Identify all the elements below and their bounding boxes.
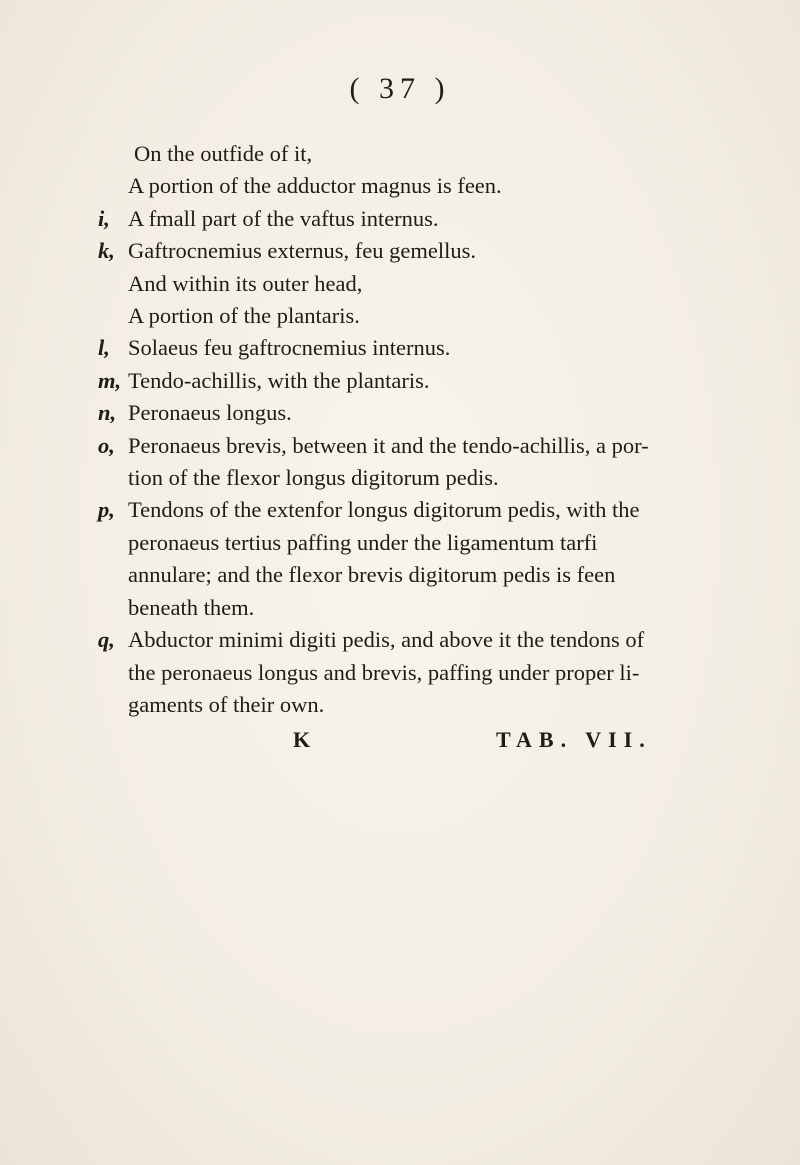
line-text: gaments of their own. <box>128 691 325 717</box>
line-text: Tendo-achillis, with the plantaris. <box>128 367 430 393</box>
text-line <box>98 397 718 429</box>
signature-mark: K <box>293 727 311 752</box>
line-text: Solaeus feu gaftrocnemius internus. <box>128 335 451 361</box>
text-line <box>98 462 718 494</box>
text-line <box>98 527 718 559</box>
text-block <box>98 138 718 721</box>
text-line <box>98 657 718 689</box>
text-line <box>98 624 718 656</box>
text-line <box>98 300 718 332</box>
line-text: A portion of the plantaris. <box>128 303 360 329</box>
catchword: TAB. VII. <box>496 727 652 752</box>
line-text: A portion of the adductor magnus is feen. <box>128 173 502 199</box>
text-line <box>98 430 718 462</box>
line-text: Peronaeus brevis, between it and the tendo-achillis, a por- <box>128 432 649 458</box>
text-line <box>98 592 718 624</box>
item-letter: m, <box>98 367 122 393</box>
text-line <box>98 170 718 202</box>
item-letter: i, <box>98 205 110 231</box>
text-line <box>98 494 718 526</box>
line-text: Tendons of the extenfor longus digitorum pedis, with the <box>128 497 640 523</box>
item-letter: l, <box>98 335 110 361</box>
item-letter: n, <box>98 400 117 426</box>
line-text: And within its outer head, <box>128 270 363 296</box>
text-line <box>98 268 718 300</box>
text-line <box>98 203 718 235</box>
line-text: Abductor minimi digiti pedis, and above it the tendons of <box>128 627 645 653</box>
text-line <box>98 332 718 364</box>
text-line <box>98 365 718 397</box>
line-text: the peronaeus longus and brevis, paffing under proper li- <box>128 659 640 685</box>
line-text: beneath them. <box>128 594 255 620</box>
item-letter: p, <box>98 497 115 523</box>
item-letter: k, <box>98 238 115 264</box>
line-text: Peronaeus longus. <box>128 400 292 426</box>
intro-line: On the outfide of it, <box>134 141 313 166</box>
line-text: annulare; and the flexor brevis digitorum pedis is feen <box>128 562 616 588</box>
line-text: Gaftrocnemius externus, feu gemellus. <box>128 238 477 264</box>
text-line <box>98 235 718 267</box>
item-letter: o, <box>98 432 115 458</box>
line-text: peronaeus tertius paffing under the ligamentum tarfi <box>128 529 598 555</box>
line-text: A fmall part of the vaftus internus. <box>128 205 439 231</box>
line-text: tion of the flexor longus digitorum pedis. <box>128 465 499 491</box>
text-line <box>98 689 718 721</box>
text-line <box>98 559 718 591</box>
item-letter: q, <box>98 627 115 653</box>
page-number: ( 37 ) <box>349 72 451 105</box>
